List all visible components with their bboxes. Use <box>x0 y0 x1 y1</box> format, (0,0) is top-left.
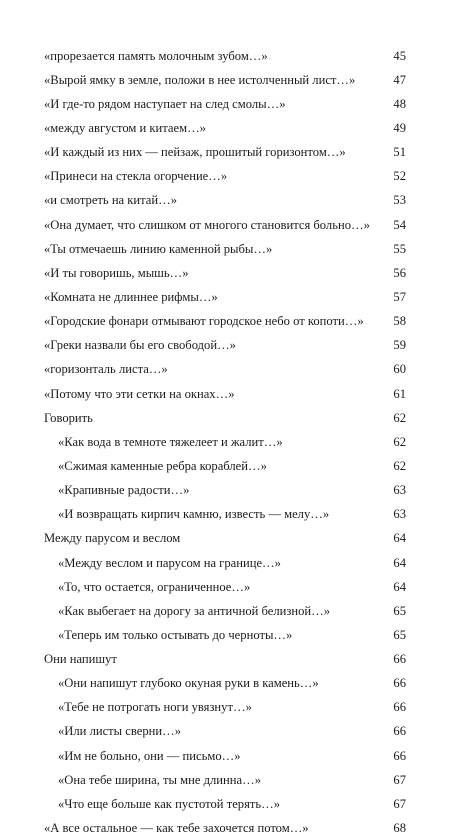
toc-entry <box>44 187 406 211</box>
toc-entry-title: «между августом и китаем…» <box>44 121 206 135</box>
toc-page-number: 67 <box>393 796 406 811</box>
toc-page-number: 67 <box>393 772 406 787</box>
toc-entry <box>44 815 406 839</box>
toc-page-number: 59 <box>393 338 406 353</box>
toc-page-number: 53 <box>393 193 406 208</box>
toc-entry-title: «Им не больно, они — письмо…» <box>58 749 241 763</box>
toc-subentry <box>44 573 406 597</box>
toc-subentry <box>44 597 406 621</box>
toc-page-number: 62 <box>393 458 406 473</box>
toc-entry-title: «Городские фонари отмывают городское небо от копоти…» <box>44 315 364 329</box>
toc-subentry <box>44 549 406 573</box>
toc-page-number: 65 <box>393 627 406 642</box>
toc-entry-title: «и смотреть на китай…» <box>44 194 178 208</box>
toc-subentry <box>44 766 406 790</box>
toc-entry <box>44 163 406 187</box>
toc-entry-title: «И ты говоришь, мышь…» <box>44 266 189 280</box>
toc-entry-title: «Они напишут глубоко окуная руки в камень…» <box>58 677 319 691</box>
toc-entry <box>44 114 406 138</box>
toc-entry <box>44 42 406 66</box>
toc-entry-title: «Ты отмечаешь линию каменной рыбы…» <box>44 242 273 256</box>
toc-subentry <box>44 428 406 452</box>
toc-entry <box>44 90 406 114</box>
toc-entry-title: «горизонталь листа…» <box>44 363 168 377</box>
toc-entry-title: «Греки назвали бы его свободой…» <box>44 339 236 353</box>
toc-entry <box>44 356 406 380</box>
toc-page-number: 65 <box>393 603 406 618</box>
toc-entry-title: «Комната не длиннее рифмы…» <box>44 290 218 304</box>
toc-page-number: 64 <box>393 555 406 570</box>
toc-entry-title: «И возвращать кирпич камню, известь — мелу…» <box>58 508 330 522</box>
toc-page-number: 62 <box>393 434 406 449</box>
toc-entry <box>44 404 406 428</box>
toc-page-number: 64 <box>393 531 406 546</box>
toc-entry <box>44 139 406 163</box>
toc-entry-title: Говорить <box>44 411 93 425</box>
toc-entry <box>44 308 406 332</box>
toc-page-number: 64 <box>393 579 406 594</box>
toc-entry-title: «Принеси на стекла огорчение…» <box>44 170 228 184</box>
toc-page-number: 61 <box>393 386 406 401</box>
toc-entry-title: «Она думает, что слишком от многого становится больно…» <box>44 218 370 232</box>
toc-entry-title: «То, что остается, ограниченное…» <box>58 580 251 594</box>
toc-entry-title: «Она тебе ширина, ты мне длинна…» <box>58 773 261 787</box>
toc-page-number: 63 <box>393 483 406 498</box>
toc-page-number: 66 <box>393 676 406 691</box>
toc-subentry <box>44 501 406 525</box>
toc-entry-title: «Потому что эти сетки на окнах…» <box>44 387 235 401</box>
toc-entry-title: «Как выбегает на дорогу за античной белизной…» <box>58 604 331 618</box>
toc-page-number: 63 <box>393 507 406 522</box>
toc-subentry <box>44 742 406 766</box>
toc-page-number: 47 <box>393 72 406 87</box>
toc-page-number: 68 <box>393 821 406 836</box>
toc-entry <box>44 646 406 670</box>
toc-entry-title: «Крапивные радости…» <box>58 484 190 498</box>
toc-entry-title: Между парусом и веслом <box>44 532 181 546</box>
toc-entry <box>44 66 406 90</box>
toc-entry-title: «Что еще больше как пустотой терять…» <box>58 797 281 811</box>
toc-subentry <box>44 452 406 476</box>
toc-page-number: 66 <box>393 724 406 739</box>
toc-entry <box>44 283 406 307</box>
toc-entry <box>44 259 406 283</box>
toc-page-number: 58 <box>393 314 406 329</box>
toc-page-number: 66 <box>393 652 406 667</box>
toc-entry-title: Они напишут <box>44 653 117 667</box>
toc-subentry <box>44 718 406 742</box>
toc-page-number: 66 <box>393 748 406 763</box>
toc-entry-title: «Вырой ямку в земле, положи в нее истолченный лист…» <box>44 73 356 87</box>
toc-entry <box>44 525 406 549</box>
toc-entry-title: «И где-то рядом наступает на след смолы…» <box>44 97 286 111</box>
toc-subentry <box>44 670 406 694</box>
toc-entry <box>44 235 406 259</box>
toc-page-number: 55 <box>393 241 406 256</box>
toc-page-number: 51 <box>393 145 406 160</box>
toc-page-number: 60 <box>393 362 406 377</box>
toc-page-number: 62 <box>393 410 406 425</box>
toc-entry-title: «Или листы сверни…» <box>58 725 182 739</box>
toc-subentry <box>44 621 406 645</box>
toc-entry-title: «Сжимая каменные ребра кораблей…» <box>58 459 267 473</box>
toc-entry-title: «Тебе не потрогать ноги увязнут…» <box>58 701 252 715</box>
toc-subentry <box>44 790 406 814</box>
toc-page-number: 48 <box>393 96 406 111</box>
toc-entry-title: «прорезается память молочным зубом…» <box>44 49 268 63</box>
toc-page-number: 52 <box>393 169 406 184</box>
toc-entry <box>44 332 406 356</box>
toc-entry-title: «Теперь им только остывать до черноты…» <box>58 628 293 642</box>
toc-entry-title: «А все остальное — как тебе захочется потом…» <box>44 822 309 836</box>
toc-page-number: 66 <box>393 700 406 715</box>
toc-entry-title: «И каждый из них — пейзаж, прошитый горизонтом…» <box>44 146 346 160</box>
toc-page-number: 49 <box>393 120 406 135</box>
toc-page-number: 56 <box>393 265 406 280</box>
toc-subentry <box>44 477 406 501</box>
toc-page-number: 45 <box>393 48 406 63</box>
table-of-contents <box>44 42 406 839</box>
toc-entry-title: «Между веслом и парусом на границе…» <box>58 556 281 570</box>
toc-entry-title: «Как вода в темноте тяжелеет и жалит…» <box>58 435 283 449</box>
toc-page-number: 57 <box>393 289 406 304</box>
toc-page-number: 54 <box>393 217 406 232</box>
toc-entry <box>44 211 406 235</box>
toc-subentry <box>44 694 406 718</box>
toc-entry <box>44 380 406 404</box>
